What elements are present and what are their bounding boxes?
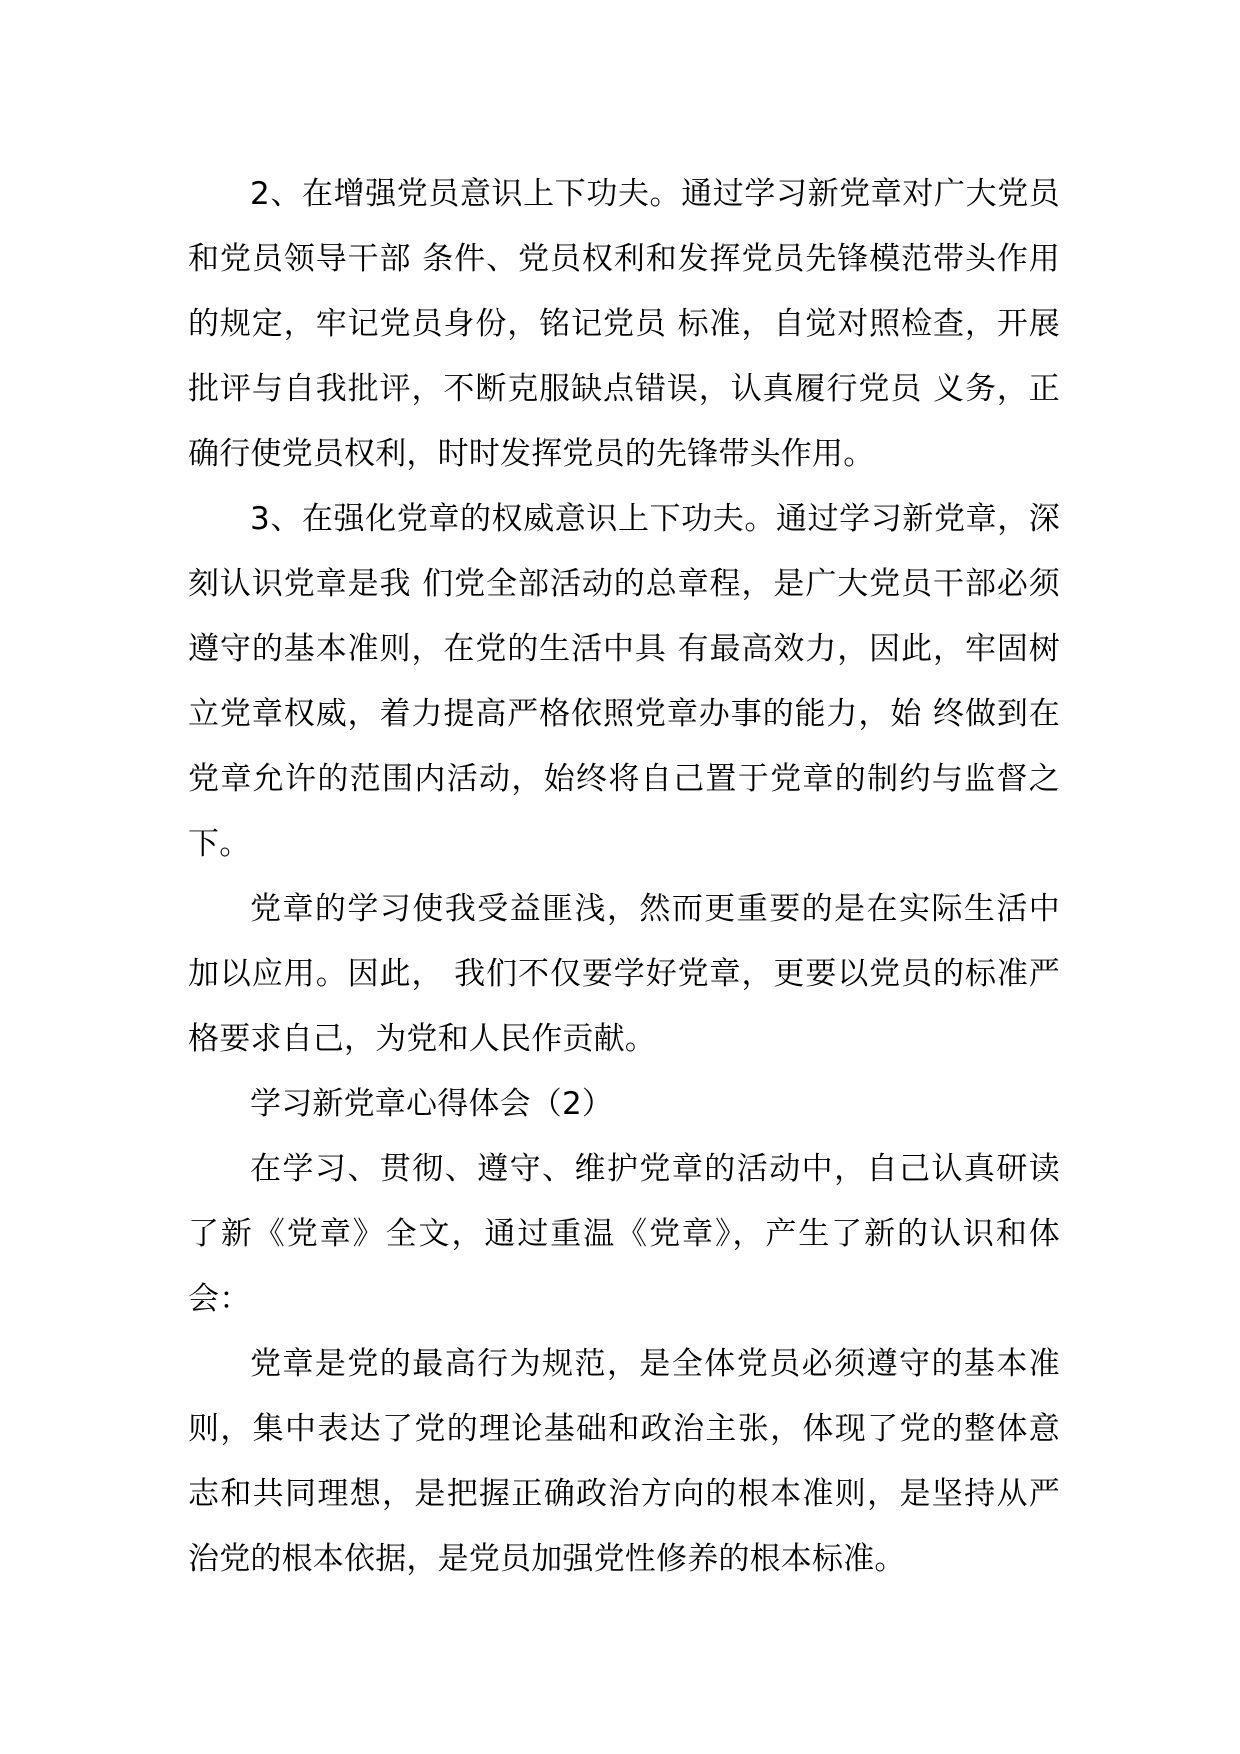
paragraph-study-intro: 在学习、贯彻、遵守、维护党章的活动中，自己认真研读了新《党章》全文，通过重温《党章》，产生了新的认识和体会： [188,1151,1060,1317]
document-body [188,162,1060,1592]
paragraph-study-benefit: 党章的学习使我受益匪浅，然而更重要的是在实际生活中加以应用。因此， 我们不仅要学好党章，更要以党员的标准严格要求自己，为党和人民作贡献。 [188,891,1060,1057]
section-heading: 学习新党章心得体会（2） [250,1086,614,1122]
paragraph-charter-authority: 3、在强化党章的权威意识上下功夫。通过学习新党章，深刻认识党章是我 们党全部活动的总章程，是广大党员干部必须遵守的基本准则，在党的生活中具 有最高效力，因此，牢固树立党章权威，着力提高严格依照党章办事的能力，始 终做到在党章允许的范围内活动，始终将自己置于党章的制约与监督之下。 [188,501,1060,862]
paragraph-party-member-awareness: 2、在增强党员意识上下功夫。通过学习新党章对广大党员和党员领导干部 条件、党员权利和发挥党员先锋模范带头作用的规定，牢记党员身份，铭记党员 标准，自觉对照检查，开展批评与自我批评，不断克服缺点错误，认真履行党员 义务，正确行使党员权利，时时发挥党员的先锋带头作用。 [188,176,1060,472]
paragraph-charter-definition: 党章是党的最高行为规范，是全体党员必须遵守的基本准则，集中表达了党的理论基础和政治主张，体现了党的整体意志和共同理想，是把握正确政治方向的根本准则，是坚持从严治党的根本依据，是党员加强党性修养的根本标准。 [188,1346,1060,1577]
